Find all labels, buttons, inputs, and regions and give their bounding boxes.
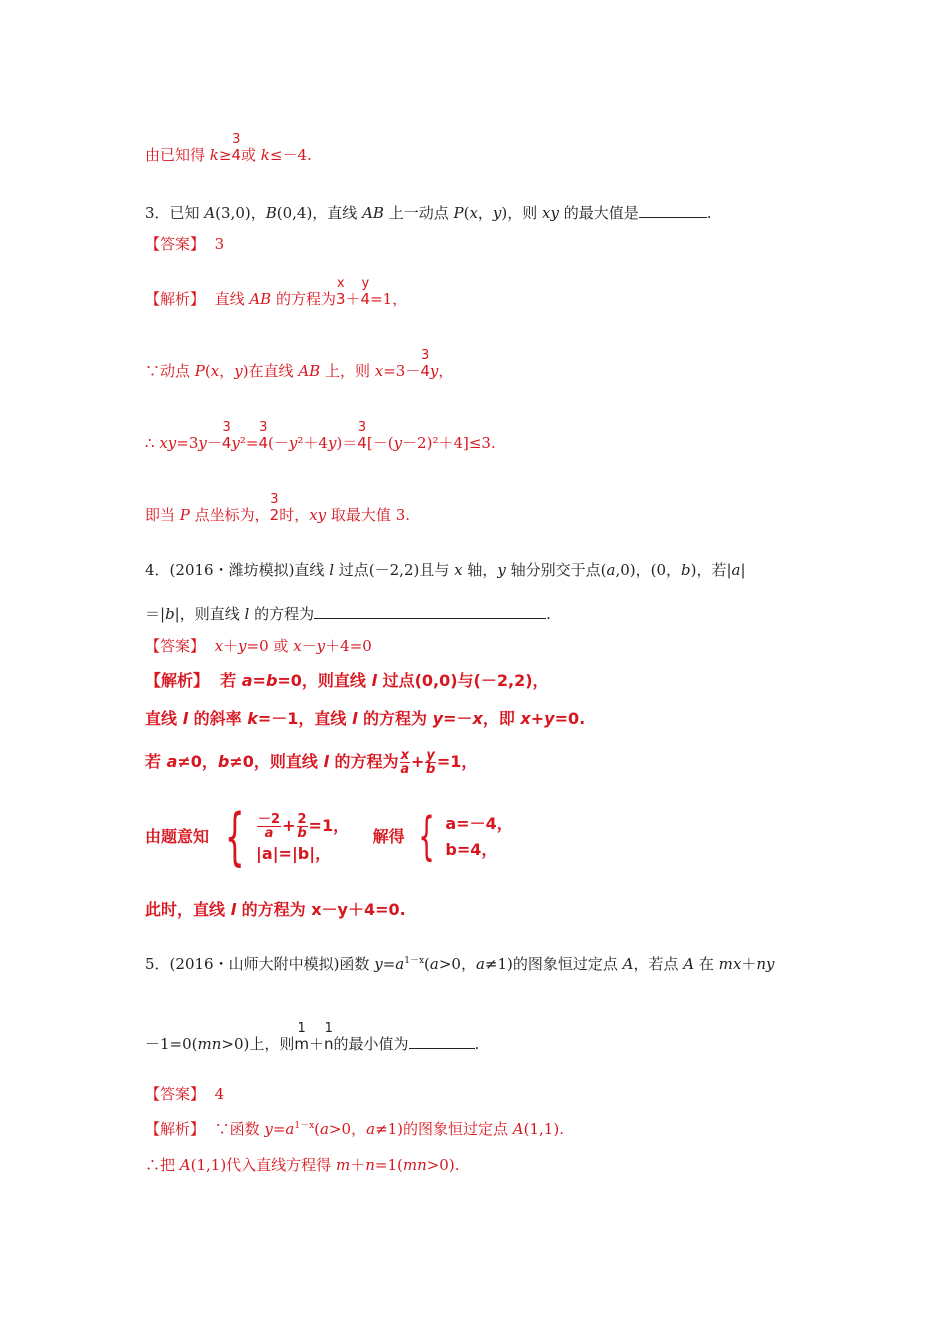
answer-3: 【答案】 3	[145, 235, 225, 253]
solution-4-line-2: 直线 l 的斜率 k=－1，直线 l 的方程为 y=－x，即 x+y=0.	[145, 709, 586, 728]
fraction: 3 4	[221, 420, 232, 452]
equation-system	[215, 800, 350, 873]
left-brace-icon: {	[418, 807, 436, 867]
left-brace-icon: {	[224, 800, 245, 873]
derivation-line: 由已知得 k≥ 3 4或 k≤－4.	[145, 132, 312, 164]
fraction: x 3	[335, 276, 346, 308]
solution-system	[410, 807, 513, 867]
fraction: 3 4	[258, 420, 269, 452]
system-row: a=－4，	[445, 814, 513, 833]
solution-5-line-2: ∴把 A(1,1)代入直线方程得 m＋n=1(mn>0).	[145, 1156, 460, 1174]
answer-blank	[314, 603, 546, 619]
fraction: 3 4	[231, 132, 241, 164]
solution-3-line-3: ∴ xy=3y－ 3 4y²= 3 4(－y²＋4y)＝ 3 4[－(y－2)²＋4]≤3.	[145, 420, 496, 452]
fraction: $\frac{x}{a}$	[400, 748, 410, 777]
fraction: 3 2	[269, 492, 280, 524]
fraction: y 4	[360, 276, 371, 308]
fraction: 3 4	[357, 420, 367, 452]
system-row: $\frac{-2}{a}$ + $\frac{2}{b}$ =1，	[258, 811, 350, 841]
solution-3-line-1: 【解析】 直线 AB 的方程为 x 3＋ y 4=1，	[145, 276, 408, 308]
fraction: 3 4	[420, 348, 430, 380]
solution-3-line-2: ∵动点 P(x，y)在直线 AB 上，则 x=3－ 3 4y，	[145, 348, 454, 380]
solution-tag: 【解析】	[145, 1120, 206, 1138]
question-5-line-1: 5．(2016・山师大附中模拟)函数 $y=a^{1-x}(a>0$，a≠1)的图象恒过定点 A，若点 A 在 mx＋ny	[145, 955, 775, 973]
question-4-line-1: 4．(2016・潍坊模拟)直线 l 过点(－2,2)且与 x 轴，y 轴分别交于点(a,0)，(0，b)，若|a|	[145, 561, 746, 579]
question-5-line-2: －1=0(mn>0)上，则 1 m＋ 1 n的最小值为 .	[145, 1021, 480, 1053]
answer-4: 【答案】 x＋y=0 或 x－y＋4=0	[145, 637, 372, 655]
system-row: |a|=|b|，	[256, 843, 332, 863]
solution-4-line-1: 【解析】 若 a=b=0，则直线 l 过点(0,0)与(－2,2)，	[145, 671, 549, 690]
answer-5: 【答案】 4	[145, 1085, 225, 1103]
solution-4-line-5: 此时，直线 l 的方程为 x－y＋4=0.	[145, 900, 406, 919]
answer-tag: 【答案】	[145, 637, 206, 655]
question-3: 3．已知 A(3,0)，B(0,4)，直线 AB 上一动点 P(x，y)，则 xy 的最大值是 .	[145, 204, 712, 222]
solution-4-line-4: 由题意知 { $\frac{-2}{a}$ + $\frac{2}{b}$ =1， |a|=|b|， 解得 { a=－4， b=4，	[145, 800, 513, 873]
solution-tag: 【解析】	[145, 671, 210, 690]
solution-5-line-1: 【解析】 ∵函数 $y=a^{1-x}(a>0$，a≠1)的图象恒过定点 A(1,1).	[145, 1120, 564, 1138]
solution-4-line-3: 若 a≠0，b≠0，则直线 l 的方程为 $\frac{x}{a}$ + $\frac{y}{b}$ =1，	[145, 748, 478, 777]
answer-blank	[409, 1033, 475, 1049]
fraction: 1 n	[324, 1021, 334, 1053]
fraction: $\frac{y}{b}$	[425, 748, 436, 777]
question-4-line-2: ＝|b|，则直线 l 的方程为 .	[145, 605, 551, 623]
answer-tag: 【答案】	[145, 1085, 206, 1103]
fraction: 1 m	[294, 1021, 309, 1053]
system-row: b=4，	[445, 840, 498, 859]
answer-blank	[639, 202, 707, 218]
solution-3-line-4: 即当 P 点坐标为， 3 2时，xy 取最大值 3.	[145, 492, 411, 524]
solution-tag: 【解析】	[145, 290, 206, 308]
answer-tag: 【答案】	[145, 235, 206, 253]
